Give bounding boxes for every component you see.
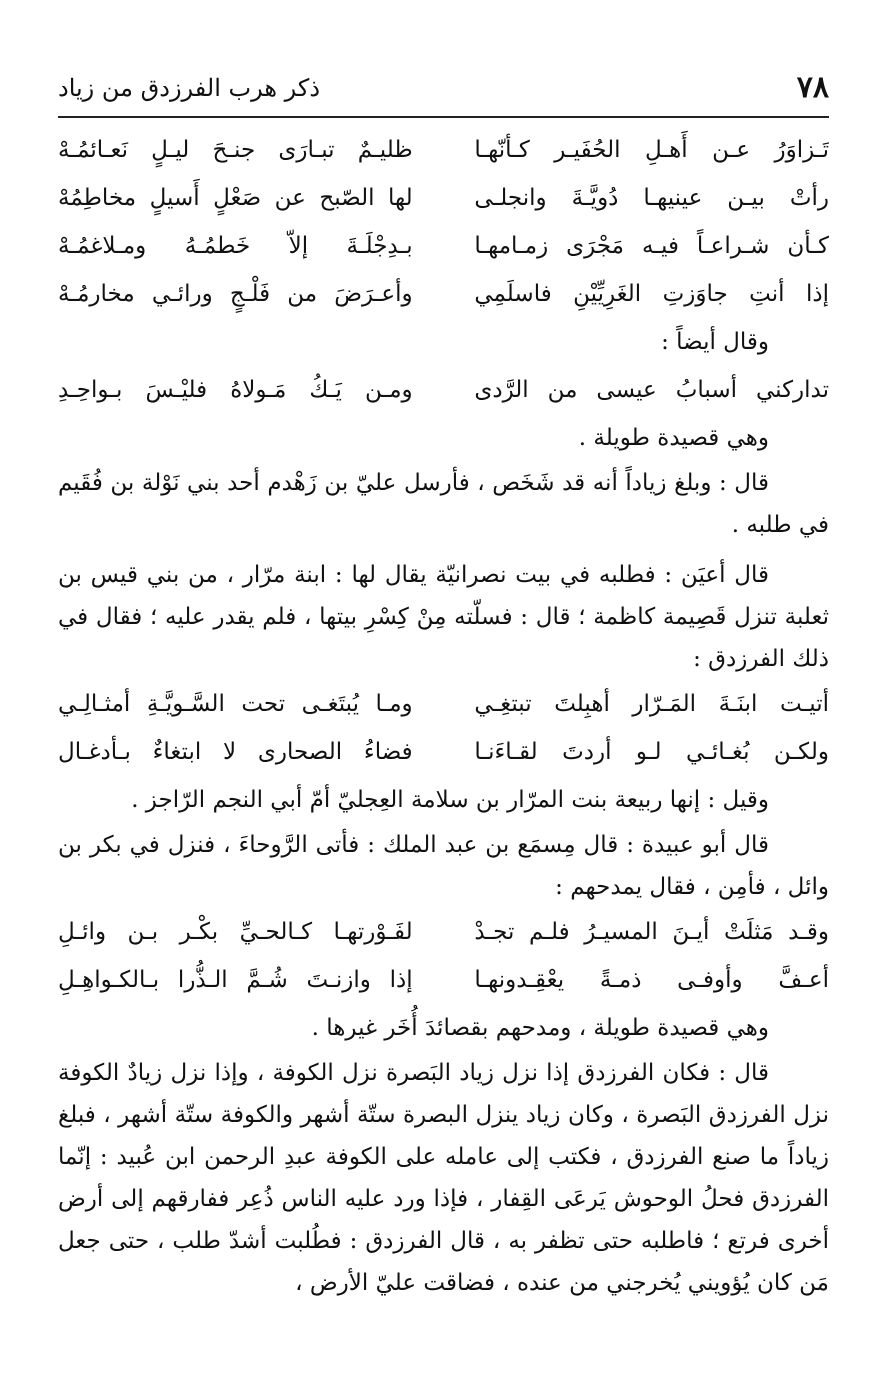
verse-first-hemistich: أتيـت ابنَـةَ المَـرّار أهبِلتَ تبتغِـي: [474, 691, 829, 717]
verse-line: [58, 908, 829, 956]
verse-second-hemistich: لفَـوْرتهـا كـالحـيِّ بكْـر بـن وائـلِ: [58, 919, 413, 945]
verse-first-hemistich: رأتْ بيـن عينيهـا دُويَّـةَ وانجلـى: [474, 185, 829, 211]
verse-second-hemistich: لها الصّبح عن صَعْلٍ أَسيلٍ مخاطِمُهْ: [58, 185, 413, 211]
verse-second-hemistich: إذا وازنـتَ شُـمَّ الـذُّرا بـالكـواهِـلِ: [58, 967, 413, 993]
verse-second-hemistich: بـدِجْلَـةَ إلاّ خَطمُـهُ ومـلاغمُـهْ: [58, 233, 413, 259]
verse-second-hemistich: ظليـمٌ تبـارَى جنـحَ ليـلٍ نَعـائمُـهْ: [58, 137, 413, 163]
prose-paragraph: قال أعيَن : فطلبه في بيت نصرانيّة يقال لها : ابنة مرّار ، من بني قيس بن ثعلبة تنزل قَصِيمة كاظمة ؛ قال : فسلّته مِنْ كِسْرِ بيتها ، فلم يقدر عليه ؛ فقال في ذلك الفرزدق :: [58, 562, 829, 672]
verse-line: [58, 126, 829, 174]
page-header: [58, 70, 829, 110]
verse-line: [58, 680, 829, 728]
verse-first-hemistich: أعـفَّ وأوفـى ذمـةً يعْقِـدونهـا: [474, 967, 829, 993]
prose-paragraph: قال : فكان الفرزدق إذا نزل زياد البَصرة نزل الكوفة ، وإذا نزل زيادٌ الكوفة نزل الفرزدق البَصرة ، وكان زياد ينزل البصرة ستّة أشهر والكوفة ستّة أشهر ، فبلغ زياداً ما صنع الفرزدق ، فكتب إلى عامله على الكوفة عبدِ الرحمن ابن عُبيد : إنّما الفرزدق فحلُ الوحوش يَرعَى القِفار ، فإذا ورد عليه الناس ذُعِر ففارقهم إلى أرض أخرى فرتع ؛ فاطلبه حتى تظفر به ، قال الفرزدق : فطُلبت أشدّ طلب ، حتى جعل مَن كان يُؤويني يُخرجني من عنده ، فضاقت عليّ الأرض ،: [58, 1060, 829, 1296]
verse-second-hemistich: وأعـرَضَ من فَلْـجٍ ورائـي مخارمُـهْ: [58, 281, 413, 307]
verse-first-hemistich: كـأن شـراعـاً فيـه مَجْرَى زمـامهـا: [474, 233, 829, 259]
running-title: ذكر هرب الفرزدق من زياد: [58, 74, 321, 102]
prose-paragraph: قال : وبلغ زياداً أنه قد شَخَص ، فأرسل عليّ بن زَهْدم أحد بني نَوْلة بن فُقَيم في طلبه .: [58, 470, 829, 538]
verse-first-hemistich: ولكـن بُغـائـي لـو أردتَ لقـاءَنـا: [474, 739, 829, 765]
verse-second-hemistich: ومـن يَـكُ مَـولاهُ فليْـسَ بـواحِـدِ: [58, 377, 413, 403]
prose-paragraph: قال أبو عبيدة : قال مِسمَع بن عبد الملك : فأتى الرَّوحاءَ ، فنزل في بكر بن وائل ، فأمِن ، فقال يمدحهم :: [58, 832, 829, 900]
verse-line: [58, 366, 829, 414]
verse-second-hemistich: ومـا يُبتَغـى تحت السَّـويَّـةِ أمثـالِـي: [58, 691, 413, 717]
verse-line: [58, 270, 829, 318]
verse-first-hemistich: تداركني أسبابُ عيسى من الرَّدى: [474, 377, 829, 403]
header-rule: [58, 116, 829, 118]
verse-line: [58, 222, 829, 270]
poem-note: وهي قصيدة طويلة .: [578, 425, 769, 451]
verse-first-hemistich: وقـد مَثلَتْ أيـنَ المسيـرُ فلـم تجـدْ: [474, 919, 829, 945]
verse-line: [58, 728, 829, 776]
verse-line: [58, 174, 829, 222]
prose-paragraph: وقيل : إنها ربيعة بنت المرّار بن سلامة العِجليّ أمّ أبي النجم الرّاجز .: [131, 787, 769, 813]
poem-note: وهي قصيدة طويلة ، ومدحهم بقصائدَ أُخَر غيرها .: [311, 1015, 769, 1041]
verse-intro: وقال أيضاً :: [661, 329, 769, 355]
page-number: ٧٨: [796, 70, 829, 105]
verse-first-hemistich: إذا أنتِ جاوَزتِ الغَرِيِّيْنِ فاسلَمِي: [474, 281, 829, 307]
verse-first-hemistich: تَـزاوَرُ عـن أَهـلِ الحُفَيـر كـأنّهـا: [474, 137, 829, 163]
verse-second-hemistich: فضاءُ الصحارى لا ابتغاءٌ بـأدغـال: [58, 739, 413, 765]
page-body: [58, 126, 829, 1304]
verse-line: [58, 956, 829, 1004]
